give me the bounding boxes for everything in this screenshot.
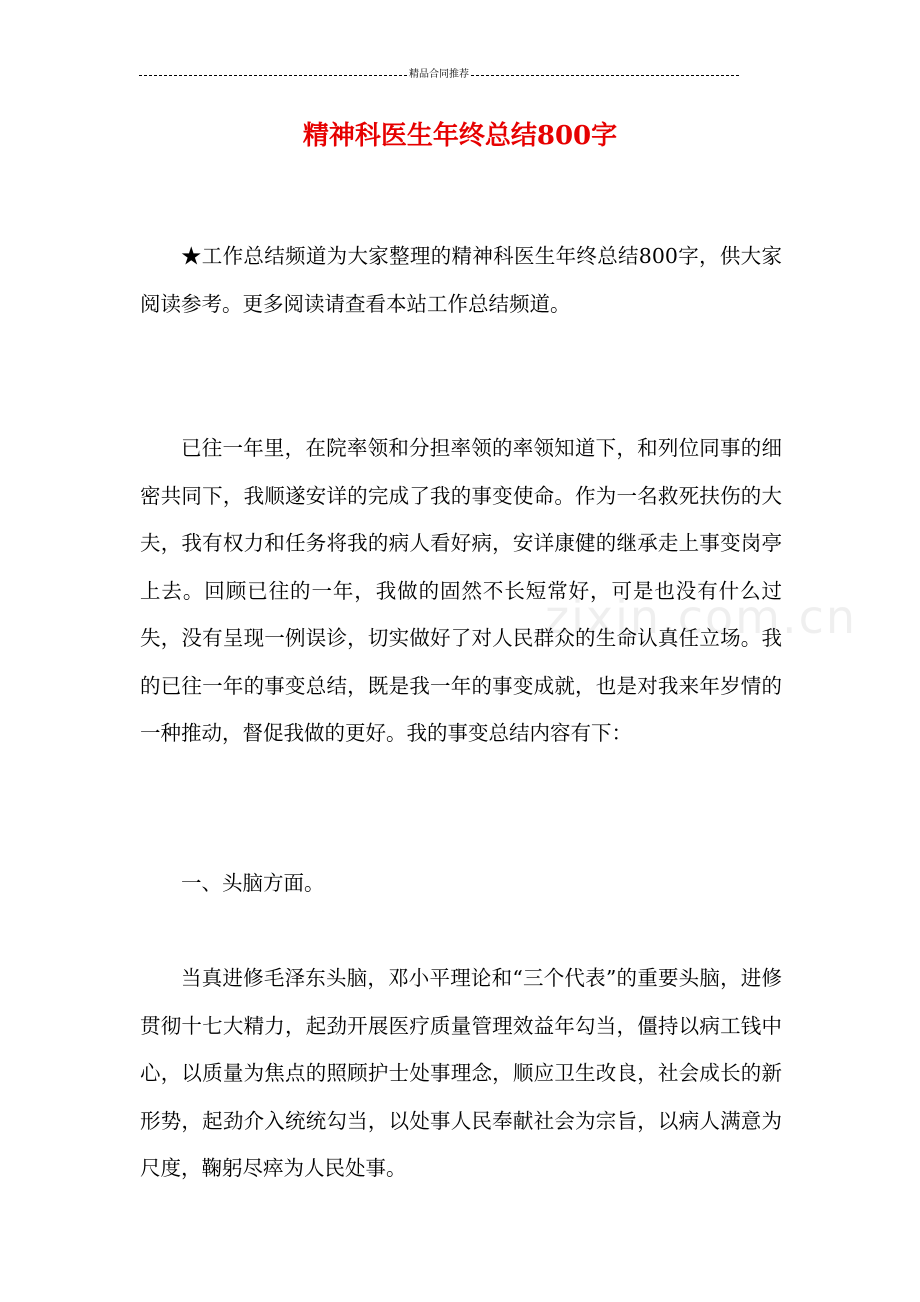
document-title: 精神科医生年终总结800字: [302, 121, 618, 151]
intro-paragraph: ★工作总结频道为大家整理的精神科医生年终总结800字，供大家阅读参考。更多阅读请查看本站工作总结频道。: [140, 244, 782, 316]
header-dashed-rule-left: [139, 75, 407, 76]
header-dashed-rule-right: [471, 75, 739, 76]
body-paragraph-1: 已往一年里，在院率领和分担率领的率领知道下，和列位同事的细密共同下，我顺遂安详的完成了我的事变使命。作为一名救死扶伤的大夫，我有权力和任务将我的病人看好病，安详康健的继承走上事变岗亭上去。回顾已往的一年，我做的固然不长短常好，可是也没有什么过失，没有呈现一例误诊，切实做好了对人民群众的生命认真任立场。我的已往一年的事变总结，既是我一年的事变成就，也是对我来年岁情的一种推动，督促我做的更好。我的事变总结内容有下：: [140, 436, 782, 745]
page-header: [139, 67, 739, 83]
watermark: zixin.com.cn: [545, 590, 858, 644]
header-label: 精品合同推荐: [409, 69, 469, 80]
section-heading-1: 一、头脑方面。: [181, 871, 325, 895]
body-paragraph-2: 当真进修毛泽东头脑，邓小平理论和“三个代表”的重要头脑，进修贯彻十七大精力，起劲开展医疗质量管理效益年勾当，僵持以病工钱中心，以质量为焦点的照顾护士处事理念，顺应卫生改良，社会成长的新形势，起劲介入统统勾当，以处事人民奉献社会为宗旨，以病人满意为尺度，鞠躬尽瘁为人民处事。: [140, 966, 782, 1180]
